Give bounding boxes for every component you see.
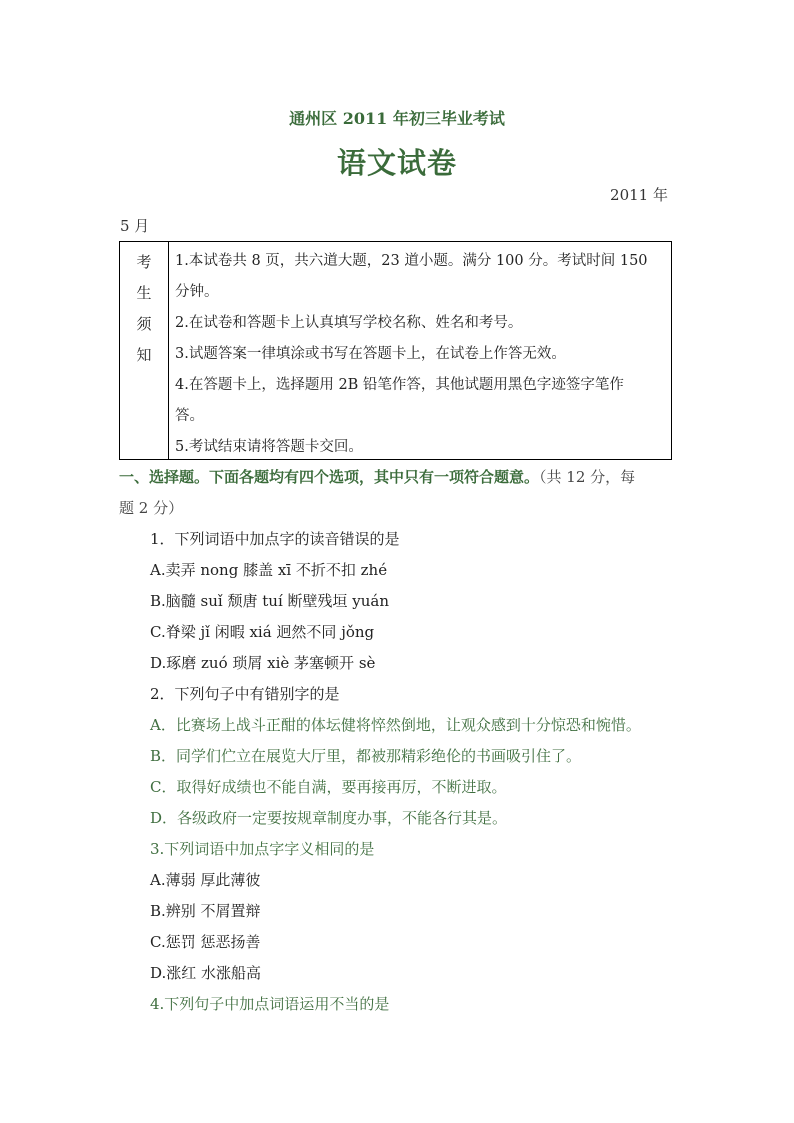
notice-line: 3.试题答案一律填涂或书写在答题卡上，在试卷上作答无效。: [175, 346, 566, 362]
question-option: D.琢磨 zuó 琐屑 xiè 茅塞顿开 sè: [150, 654, 376, 672]
notice-label-char: 考: [136, 253, 152, 271]
date-month: 5 月: [120, 217, 150, 235]
question-option: C．取得好成绩也不能自满，要再接再厉，不断进取。: [150, 778, 507, 796]
question-option: D．各级政府一定要按规章制度办事，不能各行其是。: [150, 809, 508, 827]
question-option: A.卖弄 nong 膝盖 xī 不折不扣 zhé: [150, 561, 388, 579]
question-option: D.涨红 水涨船高: [150, 964, 262, 982]
notice-line: 5.考试结束请将答题卡交回。: [175, 439, 363, 455]
notice-line: 答。: [175, 408, 204, 424]
question-list: [150, 524, 690, 1020]
date-year: 2011 年: [610, 186, 668, 204]
question-option: B.脑髓 suǐ 颓唐 tuí 断壁残垣 yuán: [150, 592, 390, 610]
question-option: C.惩罚 惩恶扬善: [150, 933, 261, 951]
notice-line: 分钟。: [175, 284, 219, 300]
question-option: B．同学们伫立在展览大厅里，都被那精彩绝伦的书画吸引住了。: [150, 747, 582, 765]
exam-title: 语文试卷: [336, 146, 457, 180]
section-heading: [119, 462, 679, 524]
notice-line: 1.本试卷共 8 页，共六道大题，23 道小题。满分 100 分。考试时间 150: [175, 253, 648, 269]
section-heading-score: （共 12 分，每: [539, 468, 636, 486]
notice-label-char: 须: [136, 315, 152, 333]
notice-label-char: 知: [136, 346, 152, 364]
question-stem: 3.下列词语中加点字字义相同的是: [150, 840, 375, 858]
notice-label-char: 生: [136, 284, 152, 302]
section-heading-score-cont: 题 2 分）: [119, 499, 184, 517]
question-stem: 1．下列词语中加点字的读音错误的是: [150, 530, 400, 548]
notice-line: 4.在答题卡上，选择题用 2B 铅笔作答，其他试题用黑色字迹签字笔作: [175, 377, 624, 393]
question-stem: 2．下列句子中有错别字的是: [150, 685, 340, 703]
notice-body: [169, 242, 671, 459]
notice-label: [120, 242, 169, 459]
question-stem: 4.下列句子中加点词语运用不当的是: [150, 995, 390, 1013]
exam-notice-table: [119, 241, 672, 460]
exam-subtitle: 通州区 2011 年初三毕业考试: [289, 109, 505, 128]
question-option: A.薄弱 厚此薄彼: [150, 871, 261, 889]
question-option: B.辨别 不屑置辩: [150, 902, 261, 920]
notice-line: 2.在试卷和答题卡上认真填写学校名称、姓名和考号。: [175, 315, 523, 331]
section-heading-bold: 一、选择题。下面各题均有四个选项，其中只有一项符合题意。: [119, 468, 540, 486]
question-option: A．比赛场上战斗正酣的体坛健将悴然倒地，让观众感到十分惊恐和惋惜。: [150, 716, 641, 734]
question-option: C.脊梁 jǐ 闲暇 xiá 迥然不同 jǒng: [150, 623, 375, 641]
